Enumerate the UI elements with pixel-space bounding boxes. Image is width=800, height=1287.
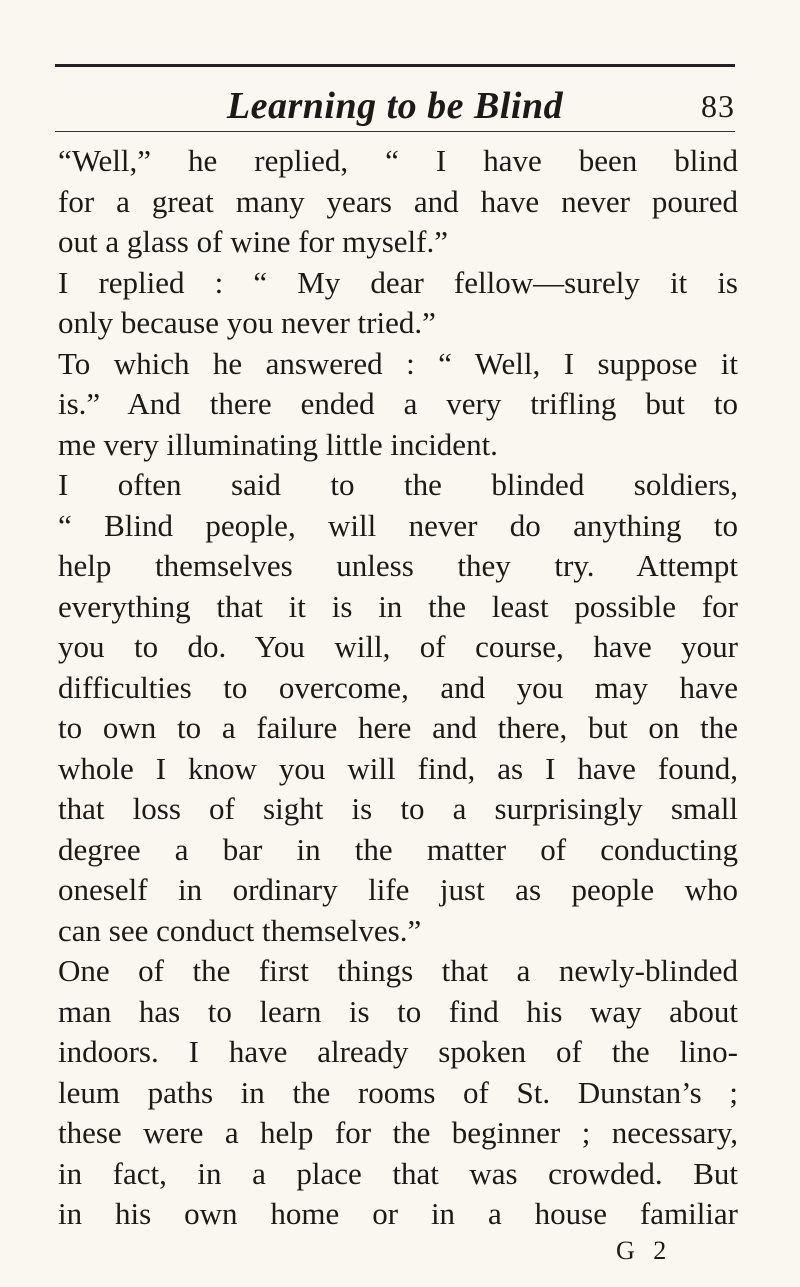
text-line: To which he answered : “ Well, I suppose it — [58, 345, 738, 381]
header-rule — [55, 131, 735, 132]
text-line: in fact, in a place that was crowded. But — [58, 1155, 738, 1191]
page-number: 83 — [701, 88, 735, 124]
text-line: you to do. You will, of course, have your — [58, 629, 738, 664]
text-line: out a glass of wine for myself.” — [58, 224, 448, 259]
text-line: “Well,” he replied, “ I have been blind — [58, 143, 738, 178]
text-line: One of the first things that a newly-blinded — [58, 953, 738, 988]
text-line: I replied : “ My dear fellow—surely it is — [58, 264, 738, 300]
text-line: for a great many years and have never poured — [58, 183, 738, 219]
signature-mark: G 2 — [616, 1236, 673, 1265]
text-line: I often said to the blinded soldiers, — [58, 467, 738, 502]
text-line: man has to learn is to find his way about — [58, 993, 738, 1029]
text-line: “ Blind people, will never do anything to — [58, 507, 738, 543]
text-line: difficulties to overcome, and you may have — [58, 669, 738, 705]
text-line: help themselves unless they try. Attempt — [58, 548, 738, 583]
text-line: oneself in ordinary life just as people who — [58, 872, 738, 907]
top-rule — [55, 64, 735, 67]
text-line: can see conduct themselves.” — [58, 912, 422, 948]
text-line: whole I know you will find, as I have found, — [58, 750, 738, 786]
page-header — [55, 80, 735, 130]
text-line: only because you never tried.” — [58, 305, 436, 340]
text-line: in his own home or in a house familiar — [58, 1196, 738, 1231]
text-line: leum paths in the rooms of St. Dunstan’s ; — [58, 1074, 738, 1110]
text-line: degree a bar in the matter of conducting — [58, 831, 738, 867]
text-line: everything that it is in the least possible for — [58, 588, 738, 624]
running-title: Learning to be Blind — [226, 85, 564, 127]
text-line: these were a help for the beginner ; necessary, — [58, 1115, 738, 1150]
text-line: me very illuminating little incident. — [58, 426, 498, 462]
text-line: is.” And there ended a very trifling but to — [58, 386, 738, 421]
text-line: indoors. I have already spoken of the lino- — [58, 1034, 738, 1069]
text-line: to own to a failure here and there, but on the — [58, 710, 738, 745]
body-text — [58, 141, 738, 1235]
text-line: that loss of sight is to a surprisingly small — [58, 791, 738, 826]
